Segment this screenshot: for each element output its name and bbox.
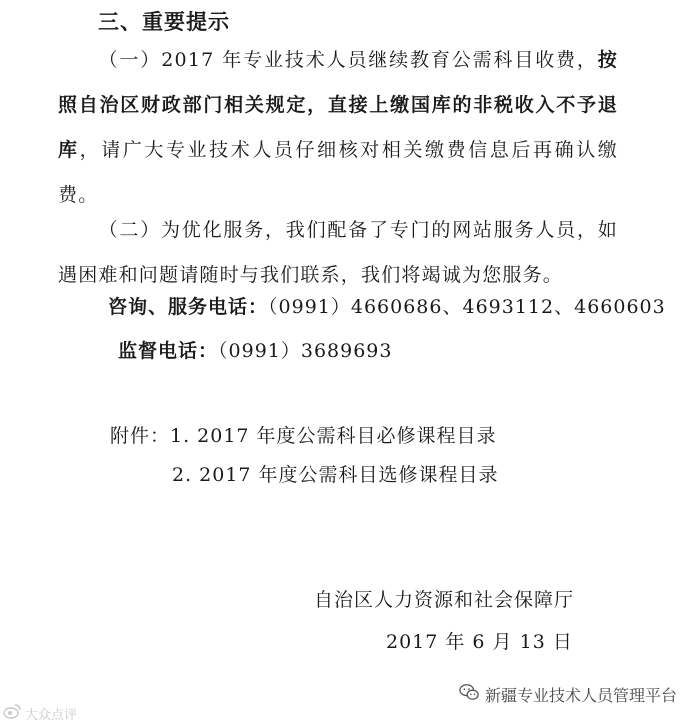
consult-label: 咨询、服务电话： bbox=[108, 296, 269, 318]
attachment-1: 附件：1. 2017 年度公需科目必修课程目录 bbox=[110, 425, 497, 447]
supervise-phone-line bbox=[118, 336, 393, 363]
watermark-left bbox=[2, 701, 77, 725]
notice-item-1 bbox=[58, 38, 618, 218]
attachment-2: 2. 2017 年度公需科目选修课程目录 bbox=[172, 464, 499, 486]
watermark-right bbox=[459, 682, 677, 706]
signature-date: 2017 年 6 月 13 日 bbox=[386, 631, 573, 653]
watermark-left-text: 大众点评 bbox=[25, 707, 78, 723]
consult-phone-line bbox=[108, 292, 666, 319]
supervise-value: （0991）3689693 bbox=[218, 340, 393, 362]
weibo-icon bbox=[2, 701, 22, 725]
item2-text: （二）为优化服务，我们配备了专门的网站服务人员，如遇困难和问题请随时与我们联系，我们将竭诚为您服务。 bbox=[58, 219, 618, 286]
signature-org: 自治区人力资源和社会保障厅 bbox=[314, 589, 575, 611]
wechat-icon bbox=[459, 682, 479, 706]
item1-tail: ，请广大专业技术人员仔细核对相关缴费信息后再确认缴费。 bbox=[58, 139, 618, 206]
notice-item-2 bbox=[58, 208, 618, 298]
item1-bold: 按照自治区财政部门相关规定，直接上缴国库的非税收入不予退库 bbox=[58, 49, 618, 161]
consult-value: （0991）4660686、4693112、4660603 bbox=[268, 296, 666, 318]
section-heading: 三、重要提示 bbox=[98, 9, 230, 34]
supervise-label: 监督电话： bbox=[118, 340, 219, 362]
item1-lead: （一）2017 年专业技术人员继续教育公需科目收费， bbox=[98, 49, 598, 71]
watermark-right-text: 新疆专业技术人员管理平台 bbox=[484, 685, 677, 705]
